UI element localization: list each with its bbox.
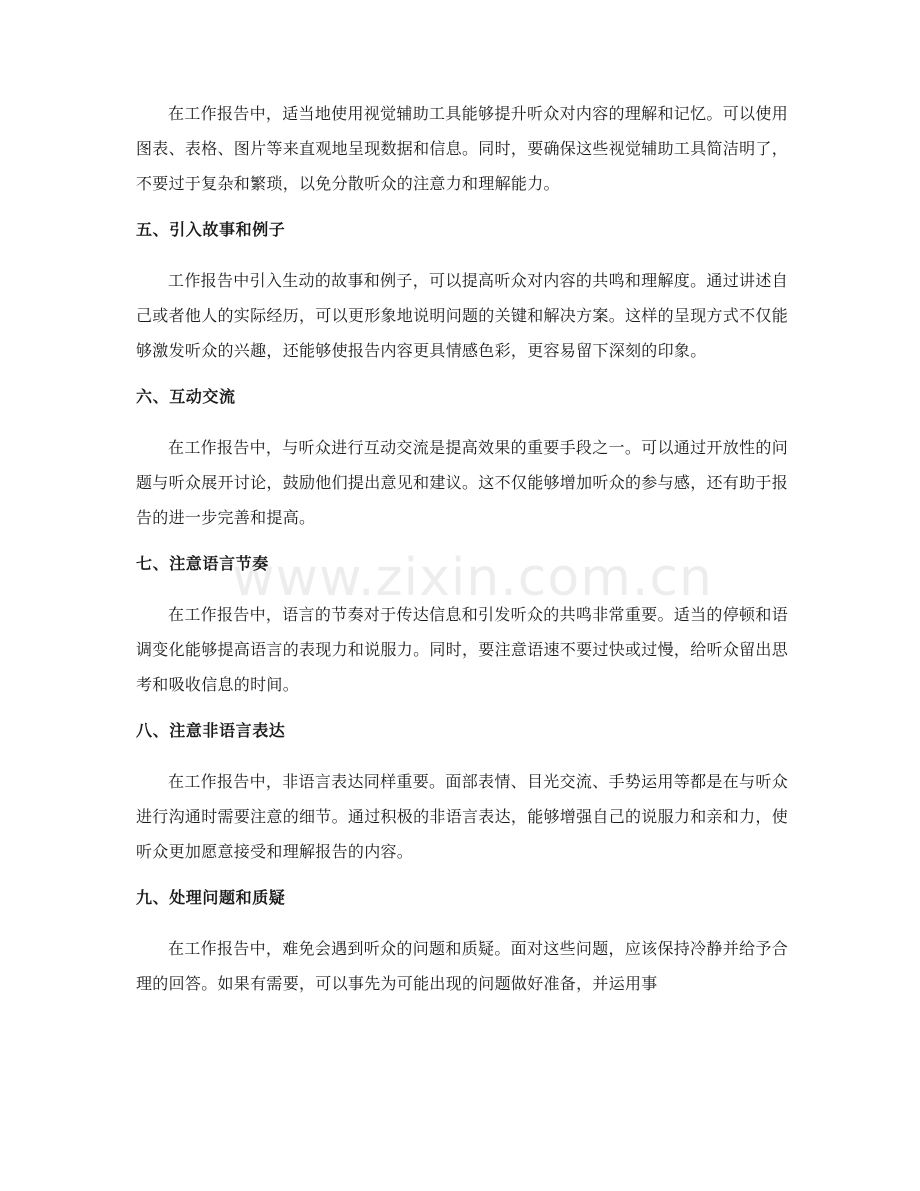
document-page: [136, 96, 788, 1015]
section-paragraph-8: 在工作报告中，非语言表达同样重要。面部表情、目光交流、手势运用等都是在与听众进行沟通时需要注意的细节。通过积极的非语言表达，能够增强自己的说服力和亲和力，使听众更加愿意接受和理解报告的内容。: [136, 772, 789, 861]
section-heading-9: 九、处理问题和质疑: [136, 888, 286, 907]
section-paragraph-6: 在工作报告中，与听众进行互动交流是提高效果的重要手段之一。可以通过开放性的问题与听众展开讨论，鼓励他们提出意见和建议。这不仅能够增加听众的参与感，还有助于报告的进一步完善和提高。: [136, 438, 789, 527]
section-paragraph-7: 在工作报告中，语言的节奏对于传达信息和引发听众的共鸣非常重要。适当的停顿和语调变化能够提高语言的表现力和说服力。同时，要注意语速不要过快或过慢，给听众留出思考和吸收信息的时间。: [136, 605, 789, 694]
intro-paragraph: 在工作报告中，适当地使用视觉辅助工具能够提升听众对内容的理解和记忆。可以使用图表、表格、图片等来直观地呈现数据和信息。同时，要确保这些视觉辅助工具简洁明了，不要过于复杂和繁琐，以免分散听众的注意力和理解能力。: [136, 104, 789, 193]
section-heading-6: 六、互动交流: [136, 387, 236, 406]
section-heading-5: 五、引入故事和例子: [136, 220, 286, 239]
section-paragraph-5: 工作报告中引入生动的故事和例子，可以提高听众对内容的共鸣和理解度。通过讲述自己或者他人的实际经历，可以更形象地说明问题的关键和解决方案。这样的呈现方式不仅能够激发听众的兴趣，还能够使报告内容更具情感色彩，更容易留下深刻的印象。: [136, 271, 789, 360]
section-heading-8: 八、注意非语言表达: [136, 721, 286, 740]
section-heading-7: 七、注意语言节奏: [136, 554, 269, 573]
watermark: www.zixin.com.cn: [232, 548, 713, 608]
section-paragraph-9: 在工作报告中，难免会遇到听众的问题和质疑。面对这些问题，应该保持冷静并给予合理的回答。如果有需要，可以事先为可能出现的问题做好准备，并运用事: [136, 939, 788, 993]
